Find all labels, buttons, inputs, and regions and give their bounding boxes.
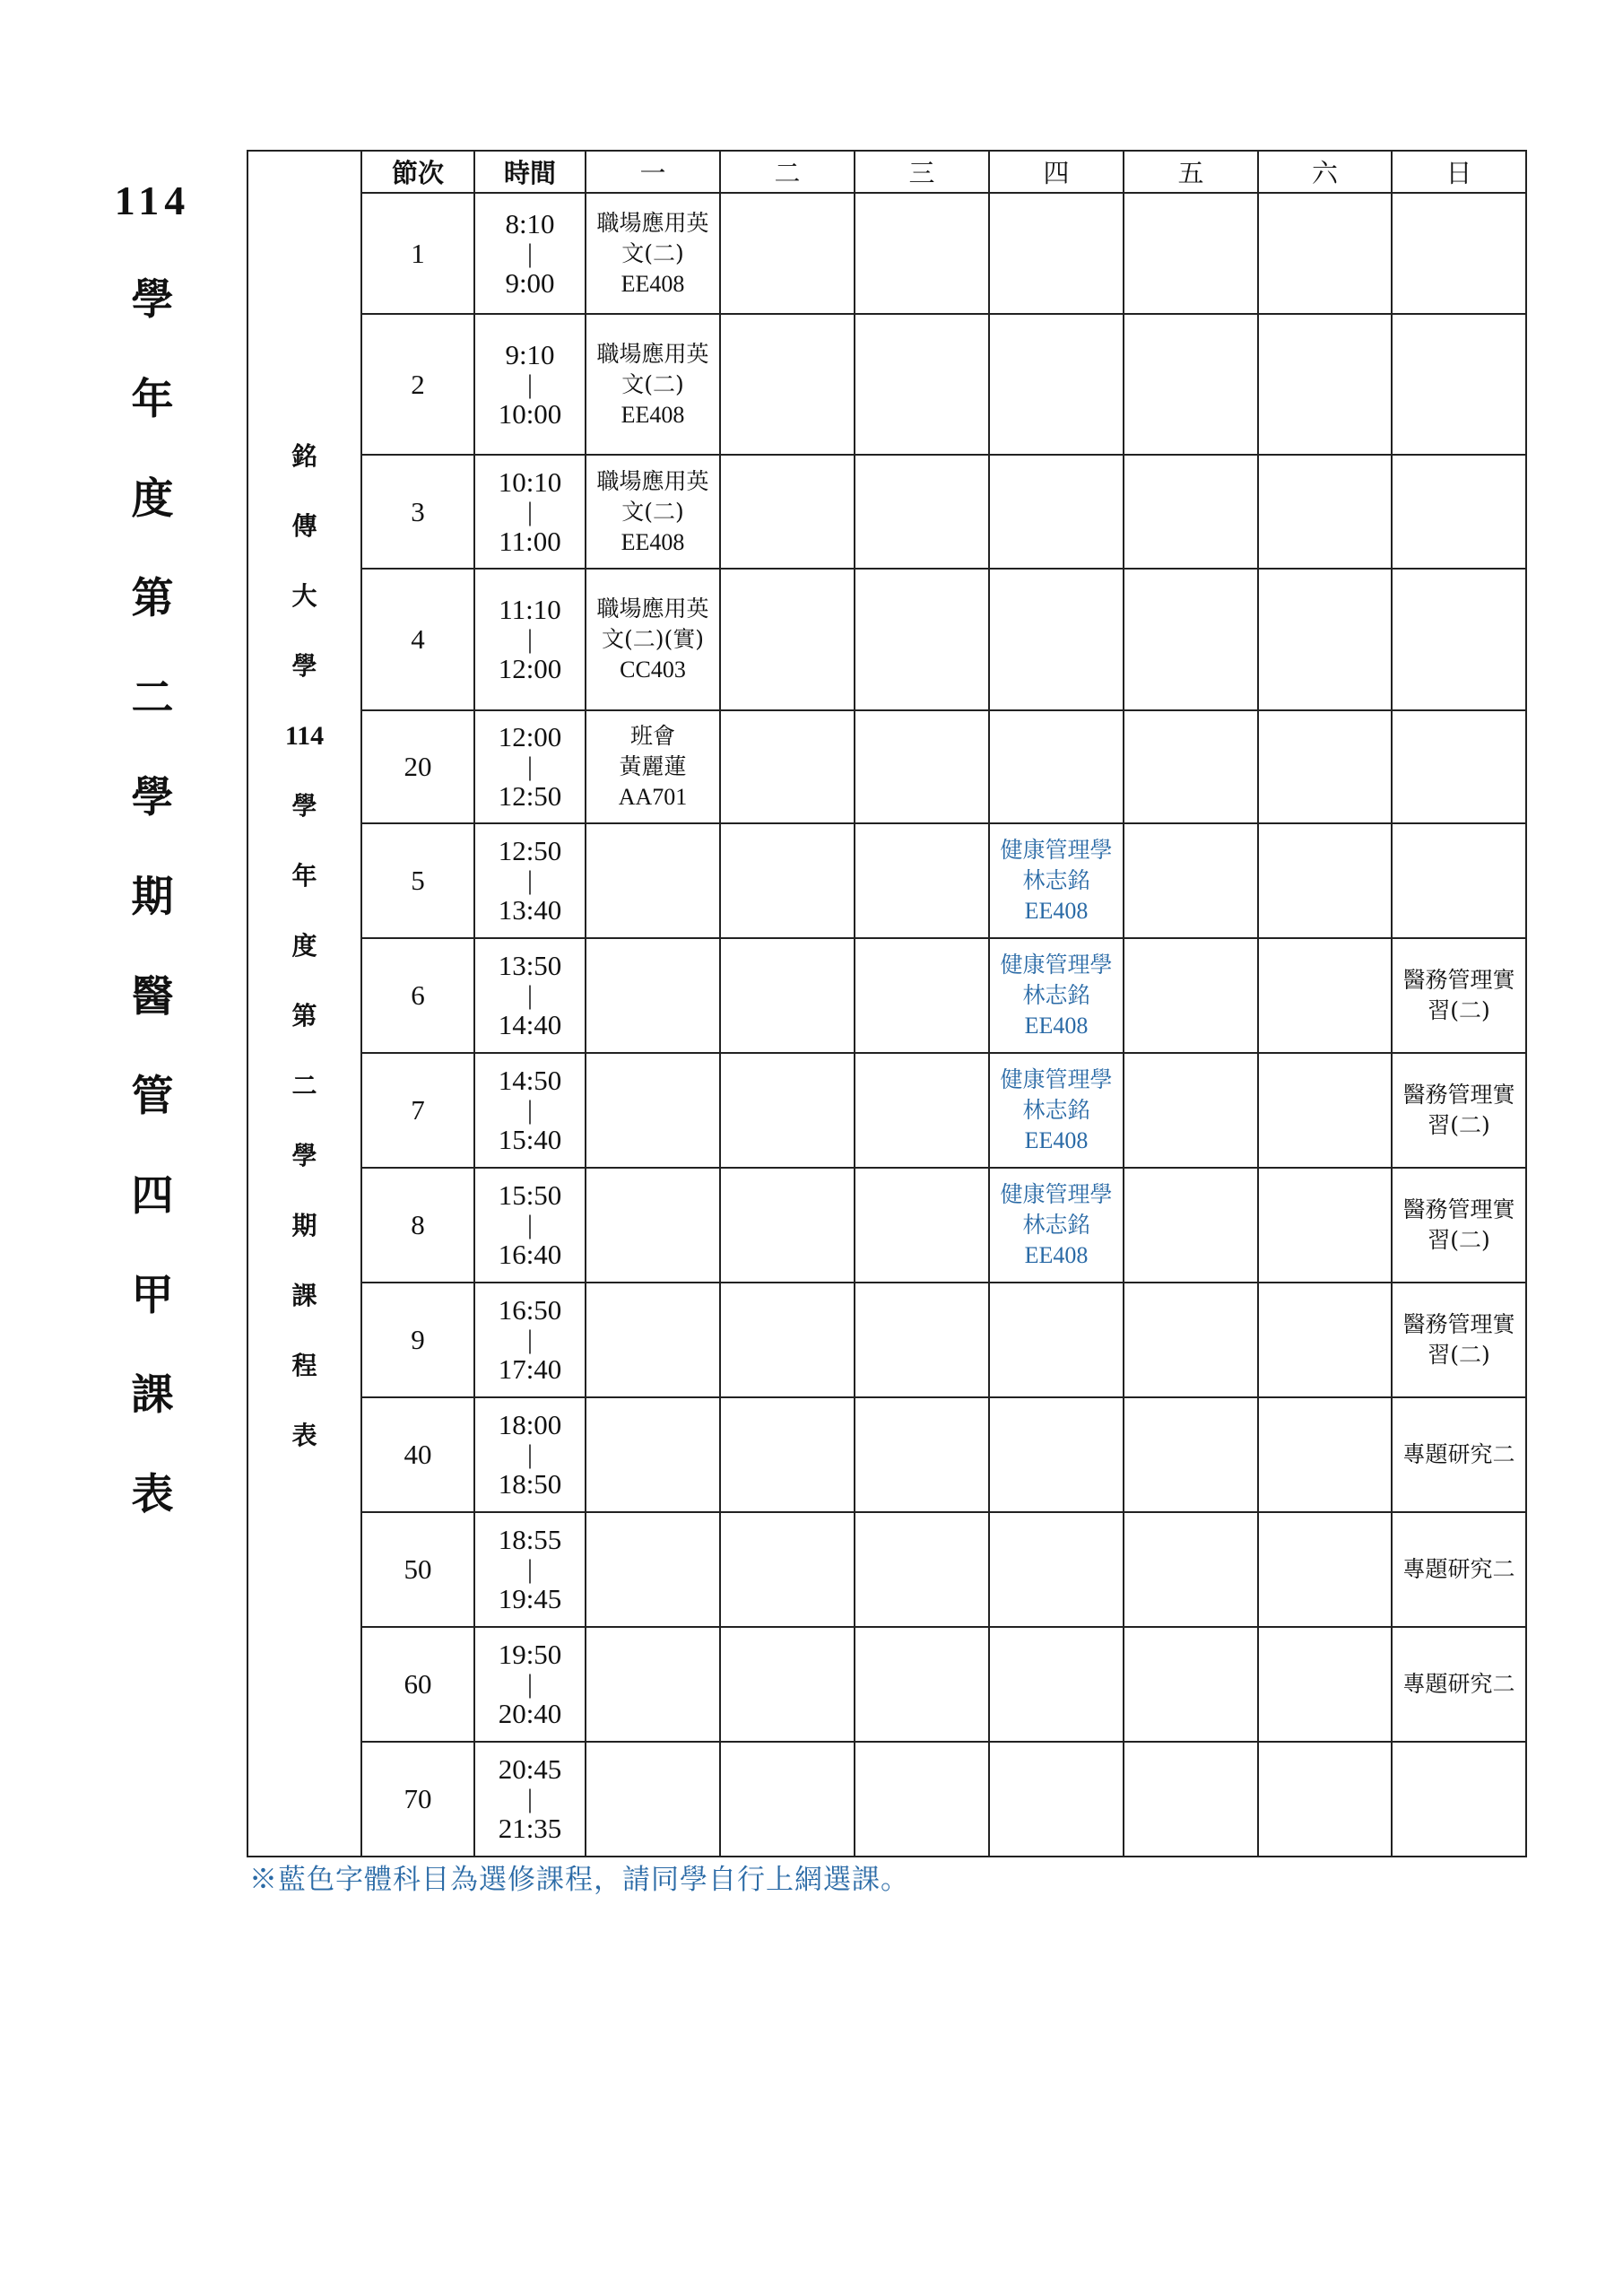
time-start: 13:50 [498,950,562,981]
vertical-caption-char: 銘 [291,441,317,471]
period-cell: 2 [361,314,474,455]
time-start: 8:10 [505,207,555,239]
day-cell [989,1168,1124,1283]
side-title [99,179,206,1573]
day-cell [989,455,1124,569]
day-cell [855,938,989,1053]
time-separator: | [526,865,533,895]
day-cell [720,823,855,938]
course-entry [1393,1669,1525,1700]
time-start: 16:50 [498,1294,562,1326]
header-period: 節次 [361,151,474,193]
time-start: 12:50 [498,835,562,866]
schedule-row [247,710,1526,823]
time-start: 18:00 [498,1409,562,1440]
time-end: 12:00 [498,653,562,684]
day-cell [1258,569,1392,710]
time-end: 17:40 [498,1353,562,1385]
time-cell [474,823,586,938]
vertical-caption-char: 年 [291,861,317,891]
course-detail: 文(二) [621,239,684,266]
side-title-char: 四 [131,1171,174,1221]
course-detail: 文(二) [621,370,684,397]
day-cell [586,710,720,823]
day-cell [989,823,1124,938]
day-cell [1392,314,1526,455]
course-name: 健康管理學 [1000,837,1113,863]
side-title-char: 第 [131,574,174,623]
day-cell [720,1627,855,1742]
day-cell [586,193,720,314]
day-cell [1124,1742,1258,1857]
day-cell [720,1053,855,1168]
day-cell [1124,314,1258,455]
period-cell: 5 [361,823,474,938]
day-cell [855,314,989,455]
day-cell [1258,1283,1392,1397]
time-start: 10:10 [498,465,562,498]
day-cell [989,1742,1124,1857]
course-name: 健康管理學 [1000,1066,1113,1092]
course-detail: 習(二) [1428,1112,1490,1138]
day-cell [1392,710,1526,823]
course-entry [1393,1195,1525,1256]
day-cell [586,569,720,710]
time-separator: | [526,1784,533,1813]
time-start: 19:50 [498,1639,562,1670]
course-entry [1393,1080,1525,1141]
vertical-caption-char: 傳 [291,511,317,541]
vertical-caption-char: 課 [291,1281,317,1310]
period-cell: 50 [361,1512,474,1627]
period-cell: 70 [361,1742,474,1857]
course-detail: 林志銘 [1022,982,1090,1008]
schedule-row [247,938,1526,1053]
elective-note: ※藍色字體科目為選修課程，請同學自行上網選課。 [249,1864,909,1896]
period-cell: 20 [361,710,474,823]
day-cell [1124,1627,1258,1742]
day-cell [720,569,855,710]
day-cell [1392,569,1526,710]
day-cell [720,1397,855,1512]
day-cell [1392,1283,1526,1397]
course-detail: 林志銘 [1022,1212,1090,1238]
course-name: 健康管理學 [1000,952,1113,978]
time-cell [474,569,586,710]
vertical-caption-char: 114 [284,721,325,751]
time-separator: | [526,238,533,268]
vertical-caption-char: 二 [291,1071,317,1100]
day-cell [1258,1742,1392,1857]
course-entry [586,721,719,813]
day-cell [989,193,1124,314]
vertical-caption-char: 大 [291,581,317,611]
vertical-caption [247,193,361,1857]
day-cell [1258,938,1392,1053]
course-room: EE408 [621,528,685,555]
schedule-row [247,1397,1526,1512]
period-cell: 3 [361,455,474,569]
course-entry [990,950,1123,1041]
course-room: EE408 [621,270,685,297]
day-cell [855,1742,989,1857]
day-cell [1258,1512,1392,1627]
course-detail: 文(二)(實) [601,626,704,652]
time-separator: | [526,624,533,654]
time-end: 13:40 [498,894,562,926]
day-cell [1258,1053,1392,1168]
schedule-row [247,1512,1526,1627]
day-cell [855,1512,989,1627]
period-cell: 60 [361,1627,474,1742]
time-start: 18:55 [498,1524,562,1555]
course-entry [990,1179,1123,1271]
header-time: 時間 [474,151,586,193]
day-cell [855,455,989,569]
side-title-char: 學 [131,275,174,325]
day-cell [1124,1053,1258,1168]
vertical-caption-char: 表 [291,1421,317,1450]
course-entry [1393,1309,1525,1370]
day-cell [855,1053,989,1168]
time-cell [474,1283,586,1397]
day-cell [720,1168,855,1283]
time-cell [474,455,586,569]
period-cell: 4 [361,569,474,710]
period-cell: 8 [361,1168,474,1283]
course-room: EE408 [621,401,685,428]
day-cell [1124,710,1258,823]
header-blank [247,151,361,193]
header-row [247,151,1526,193]
day-cell [586,1627,720,1742]
day-cell [586,1512,720,1627]
time-end: 14:40 [498,1009,562,1040]
time-end: 11:00 [499,525,561,557]
time-cell [474,938,586,1053]
day-cell [989,1283,1124,1397]
course-name: 醫務管理實 [1402,1196,1515,1222]
day-cell [1124,1512,1258,1627]
course-detail: 習(二) [1428,997,1490,1023]
time-cell [474,1512,586,1627]
time-separator: | [526,1095,533,1125]
day-cell [989,938,1124,1053]
course-room: EE408 [1024,1013,1089,1039]
course-name: 職場應用英 [596,340,709,367]
schedule-row [247,1283,1526,1397]
day-cell [1392,193,1526,314]
period-cell: 1 [361,193,474,314]
header-day-fri: 五 [1124,151,1258,193]
header-day-wed: 三 [855,151,989,193]
course-entry [586,339,719,430]
day-cell [989,314,1124,455]
time-cell [474,314,586,455]
side-title-char: 學 [131,773,174,822]
time-end: 9:00 [505,266,555,299]
time-separator: | [526,496,533,526]
day-cell [1392,455,1526,569]
day-cell [855,1283,989,1397]
vertical-caption-char: 學 [291,791,317,821]
side-title-char: 114 [114,178,191,223]
schedule-row [247,569,1526,710]
course-name: 專題研究二 [1402,1556,1515,1582]
header-day-mon: 一 [586,151,720,193]
time-separator: | [526,369,533,399]
day-cell [1258,1397,1392,1512]
day-cell [586,823,720,938]
course-detail: 習(二) [1428,1227,1490,1253]
time-start: 9:10 [505,338,555,370]
day-cell [1258,823,1392,938]
schedule-row [247,1627,1526,1742]
header-day-thu: 四 [989,151,1124,193]
day-cell [1258,193,1392,314]
time-cell [474,193,586,314]
course-name: 職場應用英 [596,209,709,236]
period-cell: 9 [361,1283,474,1397]
day-cell [1392,1397,1526,1512]
day-cell [1124,938,1258,1053]
day-cell [1392,1627,1526,1742]
side-title-char: 年 [131,375,174,424]
day-cell [1258,710,1392,823]
time-separator: | [526,1439,533,1469]
day-cell [586,1283,720,1397]
course-detail: 林志銘 [1022,1097,1090,1123]
day-cell [855,1397,989,1512]
time-end: 16:40 [498,1239,562,1270]
day-cell [1392,1742,1526,1857]
course-name: 醫務管理實 [1402,967,1515,993]
day-cell [855,1627,989,1742]
schedule-row [247,1168,1526,1283]
time-separator: | [526,1669,533,1699]
time-start: 11:10 [499,594,561,625]
course-detail: 習(二) [1428,1342,1490,1368]
side-title-char: 表 [131,1470,174,1519]
course-detail: 林志銘 [1022,867,1090,893]
day-cell [989,1397,1124,1512]
day-cell [855,710,989,823]
day-cell [586,1053,720,1168]
side-title-char: 二 [131,674,174,723]
course-entry [1393,1554,1525,1585]
time-separator: | [526,752,533,781]
day-cell [586,1168,720,1283]
header-day-tue: 二 [720,151,855,193]
schedule-row [247,1053,1526,1168]
schedule-table [247,150,1527,1857]
day-cell [720,710,855,823]
day-cell [586,1397,720,1512]
day-cell [855,823,989,938]
day-cell [1124,193,1258,314]
day-cell [1392,1168,1526,1283]
day-cell [720,938,855,1053]
course-entry [1393,965,1525,1026]
day-cell [1124,823,1258,938]
period-cell: 7 [361,1053,474,1168]
day-cell [1124,1397,1258,1512]
vertical-caption-char: 第 [291,1001,317,1031]
day-cell [1258,1627,1392,1742]
time-end: 19:45 [498,1583,562,1614]
day-cell [989,569,1124,710]
day-cell [720,1283,855,1397]
period-cell: 6 [361,938,474,1053]
day-cell [720,193,855,314]
schedule-row [247,1742,1526,1857]
day-cell [1258,314,1392,455]
course-entry [586,466,719,558]
time-cell [474,1742,586,1857]
side-title-char: 期 [131,873,174,922]
day-cell [586,455,720,569]
day-cell [586,938,720,1053]
course-name: 醫務管理實 [1402,1082,1515,1108]
day-cell [1258,1168,1392,1283]
time-cell [474,710,586,823]
time-end: 15:40 [498,1124,562,1155]
time-separator: | [526,980,533,1010]
course-name: 專題研究二 [1402,1441,1515,1467]
course-room: EE408 [1024,1127,1089,1153]
day-cell [855,569,989,710]
day-cell [1392,823,1526,938]
course-entry [990,1065,1123,1156]
day-cell [720,1512,855,1627]
period-cell: 40 [361,1397,474,1512]
course-name: 健康管理學 [1000,1181,1113,1207]
time-cell [474,1627,586,1742]
vertical-caption-char: 學 [291,651,317,681]
side-title-char: 管 [131,1072,174,1121]
course-entry [586,208,719,300]
course-name: 專題研究二 [1402,1671,1515,1697]
day-cell [855,1168,989,1283]
side-title-char: 課 [131,1370,174,1420]
day-cell [1124,1168,1258,1283]
time-end: 12:50 [498,780,562,812]
time-end: 18:50 [498,1468,562,1500]
vertical-caption-char: 度 [291,931,317,961]
course-name: 職場應用英 [596,596,709,622]
side-title-char: 度 [131,474,174,524]
day-cell [586,1742,720,1857]
header-day-sun: 日 [1392,151,1526,193]
course-name: 醫務管理實 [1402,1311,1515,1337]
course-name: 職場應用英 [596,467,709,494]
time-end: 10:00 [498,397,562,430]
vertical-caption-char: 學 [291,1141,317,1170]
course-room: CC403 [620,657,686,683]
header-day-sat: 六 [1258,151,1392,193]
day-cell [1392,1053,1526,1168]
schedule-row [247,193,1526,314]
time-separator: | [526,1210,533,1239]
day-cell [1124,569,1258,710]
day-cell [1124,1283,1258,1397]
day-cell [989,1627,1124,1742]
time-start: 20:45 [498,1753,562,1785]
day-cell [720,1742,855,1857]
day-cell [989,710,1124,823]
time-end: 20:40 [498,1698,562,1729]
day-cell [1124,455,1258,569]
vertical-caption-char: 程 [291,1351,317,1380]
course-name: 班會 [629,723,675,749]
day-cell [1392,1512,1526,1627]
course-entry [586,594,719,685]
time-cell [474,1168,586,1283]
time-cell [474,1053,586,1168]
day-cell [586,314,720,455]
side-title-char: 甲 [131,1271,174,1320]
time-end: 21:35 [498,1813,562,1844]
time-start: 12:00 [498,721,562,752]
schedule-row [247,823,1526,938]
course-room: EE408 [1024,1242,1089,1268]
time-start: 15:50 [498,1179,562,1211]
time-separator: | [526,1554,533,1584]
day-cell [989,1512,1124,1627]
day-cell [1258,455,1392,569]
day-cell [855,193,989,314]
course-room: EE408 [1024,898,1089,924]
day-cell [720,314,855,455]
course-detail: 黃麗蓮 [619,753,687,779]
course-detail: 文(二) [621,498,684,525]
course-entry [1393,1439,1525,1470]
time-cell [474,1397,586,1512]
vertical-caption-char: 期 [291,1211,317,1240]
time-start: 14:50 [498,1065,562,1096]
schedule-row [247,314,1526,455]
day-cell [989,1053,1124,1168]
course-room: AA701 [618,784,688,810]
day-cell [1392,938,1526,1053]
day-cell [720,455,855,569]
course-entry [990,835,1123,926]
time-separator: | [526,1325,533,1354]
schedule-row [247,455,1526,569]
side-title-char: 醫 [131,972,174,1022]
